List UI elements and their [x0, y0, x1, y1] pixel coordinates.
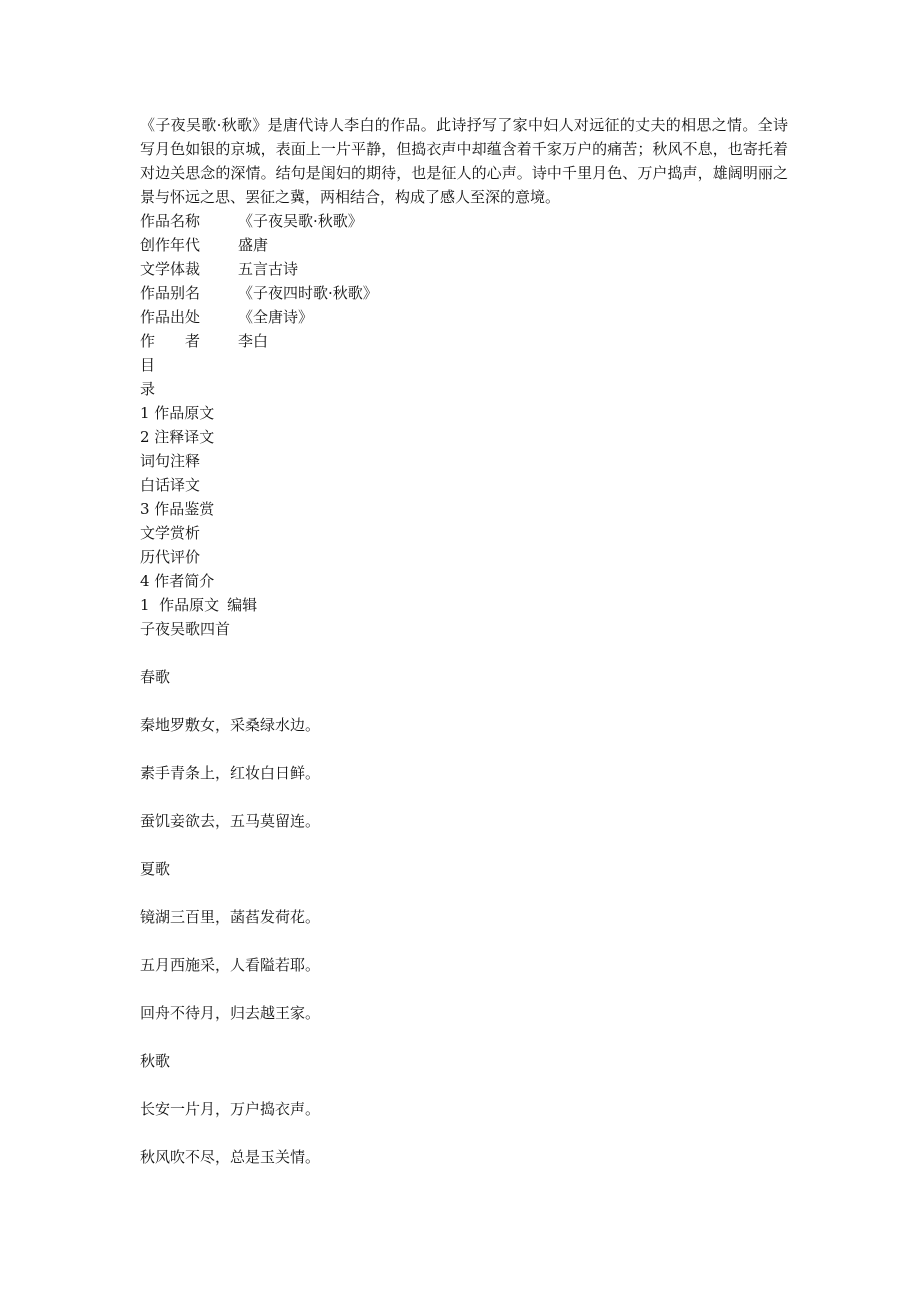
poem-title: 夏歌 — [140, 860, 171, 878]
section-heading-text: 1 作品原文 — [140, 596, 220, 614]
table-of-contents — [140, 353, 788, 593]
toc-item[interactable]: 历代评价 — [140, 548, 201, 566]
spacer — [140, 977, 788, 1001]
spacer — [140, 785, 788, 809]
spacer — [140, 881, 788, 905]
poem-line: 五月西施采，人看隘若耶。 — [140, 956, 321, 974]
info-value: 李白 — [238, 332, 269, 350]
toc-item[interactable]: 白话译文 — [140, 476, 201, 494]
info-key: 作 者 — [140, 332, 201, 350]
poem-autumn — [140, 1049, 788, 1169]
info-row — [140, 281, 788, 305]
poem-line: 秦地罗敷女，采桑绿水边。 — [140, 716, 321, 734]
info-value: 五言古诗 — [238, 260, 299, 278]
info-row — [140, 305, 788, 329]
poem-line: 素手青条上，红妆白日鲜。 — [140, 764, 321, 782]
toc-item[interactable]: 1 作品原文 — [140, 404, 215, 422]
spacer — [140, 689, 788, 713]
poem-summer — [140, 857, 788, 1049]
edit-link[interactable]: 编辑 — [227, 596, 258, 614]
spacer — [140, 1073, 788, 1097]
toc-item[interactable]: 3 作品鉴赏 — [140, 500, 215, 518]
info-table — [140, 209, 788, 353]
spacer — [140, 833, 788, 857]
spacer — [140, 1121, 788, 1145]
toc-item[interactable]: 文学赏析 — [140, 524, 201, 542]
poem-line: 长安一片月，万户捣衣声。 — [140, 1100, 321, 1118]
poem-collection-title: 子夜吴歌四首 — [140, 620, 231, 638]
spacer — [140, 737, 788, 761]
info-row — [140, 257, 788, 281]
info-value: 《全唐诗》 — [238, 308, 314, 326]
toc-item[interactable]: 4 作者简介 — [140, 572, 215, 590]
spacer — [140, 929, 788, 953]
info-row — [140, 329, 788, 353]
spacer — [140, 1025, 788, 1049]
info-row — [140, 233, 788, 257]
toc-title: 录 — [140, 380, 156, 398]
info-value: 《子夜吴歌·秋歌》 — [238, 212, 363, 230]
info-value: 盛唐 — [238, 236, 269, 254]
poem-title: 秋歌 — [140, 1052, 171, 1070]
intro-paragraph: 《子夜吴歌·秋歌》是唐代诗人李白的作品。此诗抒写了家中妇人对远征的丈夫的相思之情。全诗写月色如银的京城，表面上一片平静，但捣衣声中却蕴含着千家万户的痛苦；秋风不息，也寄托着对边关思念的深情。结句是闺妇的期待，也是征人的心声。诗中千里月色、万户捣声，雄阔明丽之景与怀远之思、罢征之冀，两相结合，构成了感人至深的意境。 — [140, 116, 788, 206]
document-page — [140, 113, 788, 1169]
section-heading — [140, 593, 788, 617]
poem-spring — [140, 665, 788, 857]
toc-item[interactable]: 2 注释译文 — [140, 428, 215, 446]
toc-title: 目 — [140, 356, 156, 374]
info-key: 创作年代 — [140, 236, 201, 254]
poem-line: 镜湖三百里，菡萏发荷花。 — [140, 908, 321, 926]
toc-item[interactable]: 词句注释 — [140, 452, 201, 470]
poem-line: 秋风吹不尽，总是玉关情。 — [140, 1148, 321, 1166]
info-key: 文学体裁 — [140, 260, 201, 278]
info-value: 《子夜四时歌·秋歌》 — [238, 284, 378, 302]
info-row — [140, 209, 788, 233]
spacer — [140, 641, 788, 665]
poem-line: 蚕饥妾欲去，五马莫留连。 — [140, 812, 321, 830]
info-key: 作品名称 — [140, 212, 201, 230]
poem-line: 回舟不待月，归去越王家。 — [140, 1004, 321, 1022]
info-key: 作品出处 — [140, 308, 201, 326]
info-key: 作品别名 — [140, 284, 201, 302]
poem-title: 春歌 — [140, 668, 171, 686]
